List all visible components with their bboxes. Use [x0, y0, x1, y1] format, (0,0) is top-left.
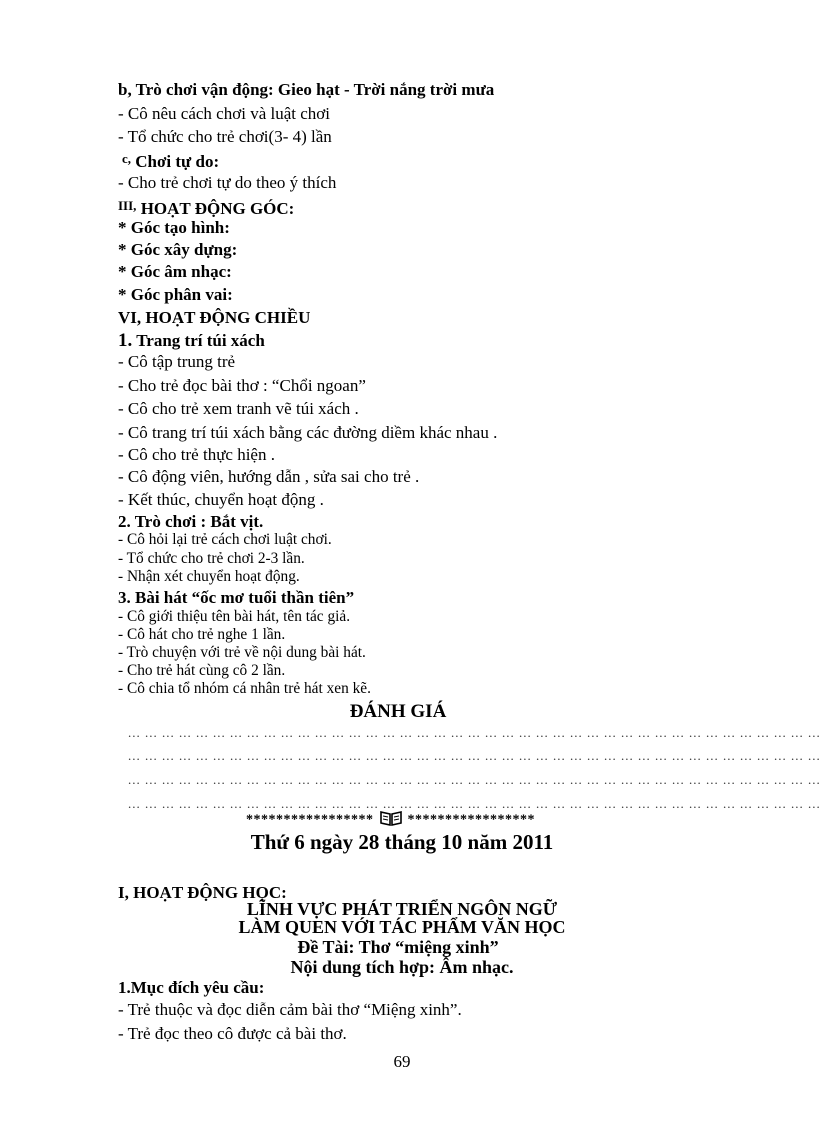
- date-heading: Thứ 6 ngày 28 tháng 10 năm 2011: [250, 830, 554, 854]
- list-item: - Cô hát cho trẻ nghe 1 lần.: [118, 626, 286, 643]
- evaluation-line: ... ... ... ... ... ... ... ... ... ... ... ... ... ... ... ... ... ... ... ... ... ... ... ... ... ... ... ... ... ... ... ... ... ... ... ... ... ... ... ... ...: [128, 772, 821, 787]
- activity-title: Trang trí túi xách: [136, 331, 265, 350]
- stars-right: *****************: [407, 812, 535, 828]
- integration-title: Nội dung tích hợp: Âm nhạc.: [290, 957, 514, 977]
- activity-number: 1.: [118, 330, 133, 351]
- list-item: - Nhận xét chuyển hoạt động.: [118, 568, 300, 585]
- book-icon: [380, 810, 402, 831]
- section-iii-label: III,: [118, 198, 137, 213]
- subject-title: LÀM QUEN VỚI TÁC PHẨM VĂN HỌC: [238, 917, 566, 937]
- section-vi-heading: VI, HOẠT ĐỘNG CHIỀU: [118, 308, 311, 327]
- list-item: - Trò chuyện với trẻ về nội dung bài hát.: [118, 644, 366, 661]
- afternoon-activity-1-title: [118, 331, 265, 351]
- evaluation-heading: ĐÁNH GIÁ: [349, 701, 447, 722]
- list-item: - Cô giới thiệu tên bài hát, tên tác giả.: [118, 608, 351, 625]
- list-item: - Cô chia tổ nhóm cá nhân trẻ hát xen kẽ.: [118, 680, 371, 697]
- page-number: 69: [393, 1052, 411, 1071]
- list-item: - Cô trang trí túi xách bằng các đường diềm khác nhau .: [118, 423, 498, 442]
- corner-item: * Góc tạo hình:: [118, 218, 230, 237]
- list-item: - Trẻ thuộc và đọc diễn cảm bài thơ “Miệng xinh”.: [118, 1000, 462, 1019]
- list-item: - Trẻ đọc theo cô được cả bài thơ.: [118, 1024, 347, 1043]
- section-iii-title: HOẠT ĐỘNG GÓC:: [140, 199, 295, 218]
- activity-b-heading: b, Trò chơi vận động: Gieo hạt - Trời nắng trời mưa: [118, 80, 495, 99]
- objectives-heading: 1.Mục đích yêu cầu:: [118, 978, 265, 997]
- evaluation-line: ... ... ... ... ... ... ... ... ... ... ... ... ... ... ... ... ... ... ... ... ... ... ... ... ... ... ... ... ... ... ... ... ... ... ... ... ... ... ... ... ...: [128, 796, 821, 811]
- list-item: - Cô hỏi lại trẻ cách chơi luật chơi.: [118, 531, 332, 548]
- star-separator: [246, 810, 535, 831]
- list-item: - Tổ chức cho trẻ chơi 2-3 lần.: [118, 550, 305, 567]
- list-item: - Cô cho trẻ xem tranh vẽ túi xách .: [118, 399, 359, 418]
- list-item: - Cho trẻ hát cùng cô 2 lần.: [118, 662, 286, 679]
- afternoon-activity-2-title: 2. Trò chơi : Bắt vịt.: [118, 512, 264, 531]
- corner-item: * Góc phân vai:: [118, 285, 233, 304]
- list-item: - Cô cho trẻ thực hiện .: [118, 445, 275, 464]
- stars-left: *****************: [246, 812, 374, 828]
- list-item: - Kết thúc, chuyển hoạt động .: [118, 490, 324, 509]
- section-i-heading: I, HOẠT ĐỘNG HỌC:: [118, 883, 287, 902]
- corner-item: * Góc xây dựng:: [118, 240, 238, 259]
- activity-c-heading: [122, 152, 219, 172]
- list-item: - Cho trẻ đọc bài thơ : “Chổi ngoan”: [118, 376, 366, 395]
- field-title: LĨNH VỰC PHÁT TRIỂN NGÔN NGỮ: [246, 899, 558, 919]
- list-item: - Tổ chức cho trẻ chơi(3- 4) lần: [118, 127, 332, 146]
- evaluation-line: ... ... ... ... ... ... ... ... ... ... ... ... ... ... ... ... ... ... ... ... ... ... ... ... ... ... ... ... ... ... ... ... ... ... ... ... ... ... ... ... ...: [128, 748, 821, 763]
- corner-item: * Góc âm nhạc:: [118, 262, 232, 281]
- topic-title: Đề Tài: Thơ “miệng xinh”: [297, 937, 499, 957]
- list-item: - Cô tập trung trẻ: [118, 352, 236, 371]
- list-item: - Cho trẻ chơi tự do theo ý thích: [118, 173, 337, 192]
- activity-c-title: Chơi tự do:: [135, 152, 220, 171]
- list-item: - Cô nêu cách chơi và luật chơi: [118, 104, 330, 123]
- section-iii-heading: [118, 199, 294, 219]
- list-item: - Cô động viên, hướng dẫn , sửa sai cho trẻ .: [118, 467, 420, 486]
- activity-c-label: c,: [122, 151, 132, 166]
- evaluation-line: ... ... ... ... ... ... ... ... ... ... ... ... ... ... ... ... ... ... ... ... ... ... ... ... ... ... ... ... ... ... ... ... ... ... ... ... ... ... ... ... ...: [128, 725, 821, 740]
- afternoon-activity-3-title: 3. Bài hát “ốc mơ tuổi thần tiên”: [118, 588, 355, 607]
